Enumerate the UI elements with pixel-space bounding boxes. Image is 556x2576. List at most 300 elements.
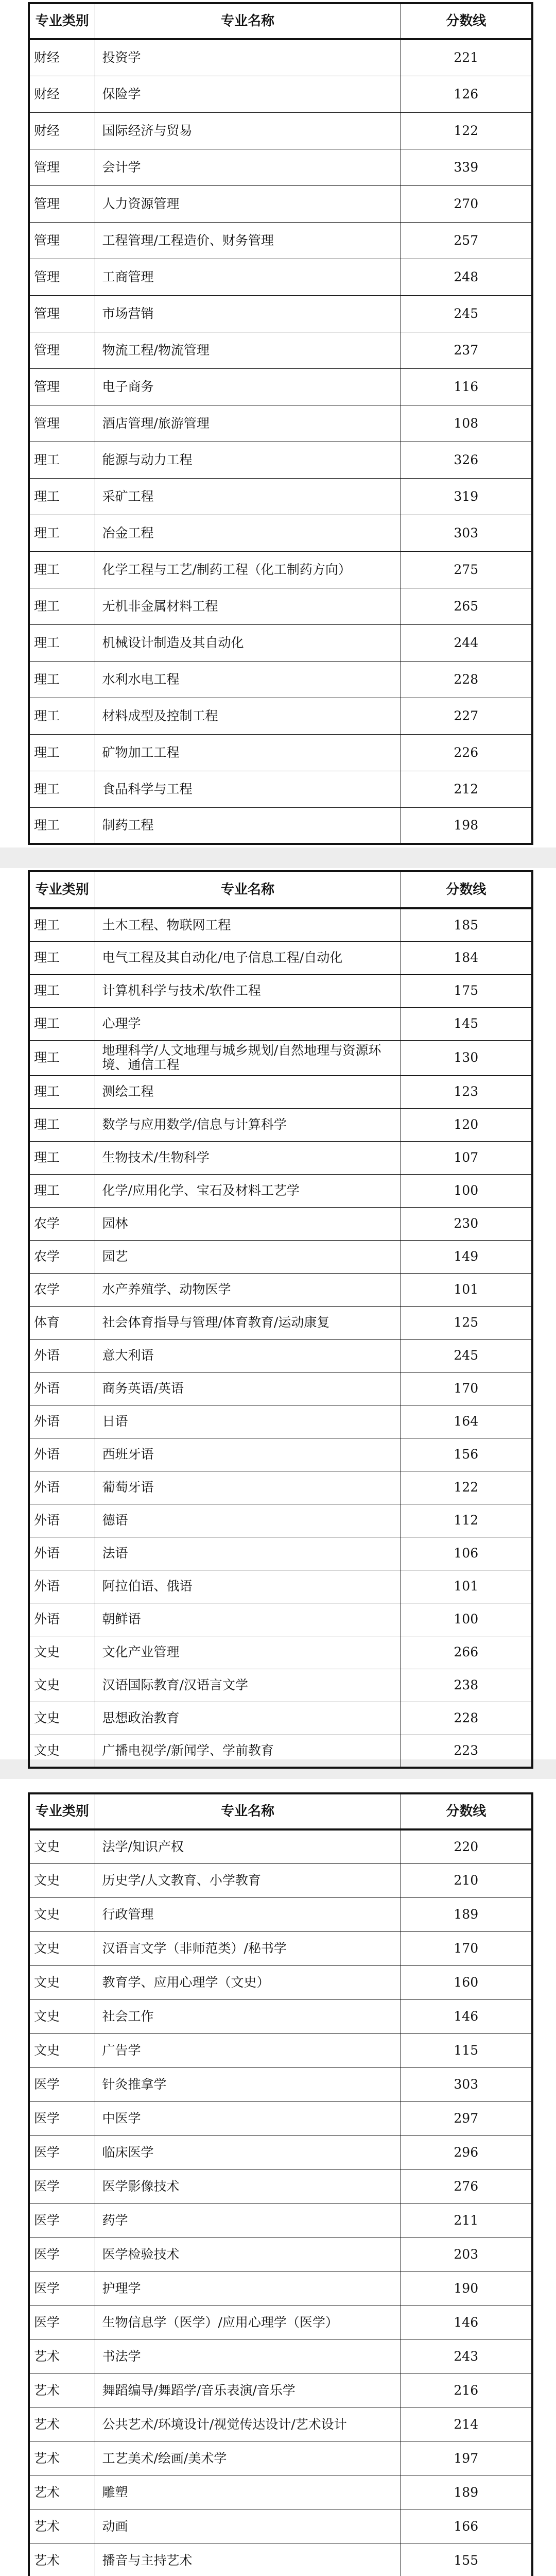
category-cell: 理工: [29, 941, 95, 974]
header-category: 专业类别: [29, 3, 95, 39]
score-cell: 197: [401, 2442, 532, 2476]
table-row: [29, 259, 532, 295]
major-cell: 化学工程与工艺/制药工程（化工制药方向）: [95, 551, 401, 588]
score-cell: 245: [401, 1339, 532, 1372]
category-cell: 财经: [29, 76, 95, 112]
category-cell: 理工: [29, 1040, 95, 1075]
category-cell: 艺术: [29, 2442, 95, 2476]
category-cell: 文史: [29, 1702, 95, 1735]
major-cell: 无机非金属材料工程: [95, 588, 401, 624]
score-cell: 175: [401, 974, 532, 1007]
major-cell: 社会体育指导与管理/体育教育/运动康复: [95, 1306, 401, 1339]
category-cell: 医学: [29, 2306, 95, 2340]
table-body: [29, 39, 532, 844]
category-cell: 外语: [29, 1537, 95, 1570]
category-cell: 文史: [29, 1669, 95, 1702]
category-cell: 艺术: [29, 2476, 95, 2510]
major-cell: 医学检验技术: [95, 2238, 401, 2272]
category-cell: 医学: [29, 2067, 95, 2102]
score-cell: 198: [401, 807, 532, 844]
table-row: [29, 1306, 532, 1339]
major-cell: 电气工程及其自动化/电子信息工程/自动化: [95, 941, 401, 974]
table-row: [29, 442, 532, 478]
major-cell: 投资学: [95, 39, 401, 76]
table-row: [29, 2136, 532, 2170]
score-cell: 101: [401, 1273, 532, 1306]
major-cell: 汉语国际教育/汉语言文学: [95, 1669, 401, 1702]
score-cell: 145: [401, 1007, 532, 1040]
category-cell: 管理: [29, 368, 95, 405]
score-cell: 276: [401, 2170, 532, 2204]
major-cell: 广告学: [95, 2033, 401, 2067]
table-row: [29, 2272, 532, 2306]
score-cell: 130: [401, 1040, 532, 1075]
score-sheet-2: [0, 868, 556, 1759]
score-cell: 245: [401, 295, 532, 332]
major-cell: 临床医学: [95, 2136, 401, 2170]
table-row: [29, 1603, 532, 1636]
sheet-separator: [0, 848, 556, 868]
score-cell: 257: [401, 222, 532, 259]
category-cell: 理工: [29, 1075, 95, 1108]
table-row: [29, 698, 532, 734]
category-cell: 外语: [29, 1570, 95, 1603]
category-cell: 管理: [29, 259, 95, 295]
major-cell: 德语: [95, 1504, 401, 1537]
major-cell: 物流工程/物流管理: [95, 332, 401, 368]
category-cell: 理工: [29, 807, 95, 844]
major-cell: 朝鲜语: [95, 1603, 401, 1636]
score-cell: 214: [401, 2408, 532, 2442]
table-row: [29, 1141, 532, 1174]
table-row: [29, 1570, 532, 1603]
category-cell: 农学: [29, 1207, 95, 1240]
category-cell: 医学: [29, 2204, 95, 2238]
category-cell: 理工: [29, 1007, 95, 1040]
table-row: [29, 2476, 532, 2510]
major-cell: 水利水电工程: [95, 661, 401, 698]
table-row: [29, 405, 532, 442]
score-cell: 189: [401, 1897, 532, 1931]
major-cell: 工艺美术/绘画/美术学: [95, 2442, 401, 2476]
major-cell: 商务英语/英语: [95, 1372, 401, 1405]
table-row: [29, 1636, 532, 1669]
major-cell: 测绘工程: [95, 1075, 401, 1108]
category-cell: 艺术: [29, 2374, 95, 2408]
score-table-1: [28, 2, 533, 845]
major-cell: 市场营销: [95, 295, 401, 332]
score-cell: 156: [401, 1438, 532, 1471]
major-cell: 法语: [95, 1537, 401, 1570]
category-cell: 农学: [29, 1273, 95, 1306]
score-cell: 275: [401, 551, 532, 588]
table-row: [29, 2170, 532, 2204]
major-cell: 采矿工程: [95, 478, 401, 515]
table-body: [29, 908, 532, 1768]
major-cell: 广播电视学/新闻学、学前教育: [95, 1735, 401, 1768]
table-row: [29, 588, 532, 624]
table-row: [29, 1863, 532, 1897]
major-cell: 化学/应用化学、宝石及材料工艺学: [95, 1174, 401, 1207]
score-cell: 100: [401, 1603, 532, 1636]
table-header-row: [29, 1793, 532, 1829]
score-cell: 106: [401, 1537, 532, 1570]
table-row: [29, 1339, 532, 1372]
table-row: [29, 2442, 532, 2476]
major-cell: 法学/知识产权: [95, 1829, 401, 1863]
category-cell: 外语: [29, 1603, 95, 1636]
major-cell: 人力资源管理: [95, 185, 401, 222]
score-cell: 170: [401, 1931, 532, 1965]
score-cell: 112: [401, 1504, 532, 1537]
category-cell: 理工: [29, 551, 95, 588]
category-cell: 管理: [29, 149, 95, 185]
score-cell: 115: [401, 2033, 532, 2067]
score-sheet-1: [0, 0, 556, 848]
table-row: [29, 1040, 532, 1075]
category-cell: 文史: [29, 1863, 95, 1897]
category-cell: 医学: [29, 2170, 95, 2204]
table-row: [29, 2510, 532, 2544]
score-cell: 107: [401, 1141, 532, 1174]
score-cell: 216: [401, 2374, 532, 2408]
category-cell: 理工: [29, 624, 95, 661]
score-cell: 166: [401, 2510, 532, 2544]
score-cell: 146: [401, 2306, 532, 2340]
category-cell: 理工: [29, 515, 95, 551]
major-cell: 保险学: [95, 76, 401, 112]
table-row: [29, 2067, 532, 2102]
table-row: [29, 1504, 532, 1537]
table-row: [29, 1965, 532, 1999]
category-cell: 理工: [29, 1141, 95, 1174]
major-cell: 酒店管理/旅游管理: [95, 405, 401, 442]
table-row: [29, 1999, 532, 2033]
table-row: [29, 2408, 532, 2442]
score-cell: 212: [401, 771, 532, 807]
category-cell: 体育: [29, 1306, 95, 1339]
score-cell: 164: [401, 1405, 532, 1438]
major-cell: 日语: [95, 1405, 401, 1438]
major-cell: 生物技术/生物科学: [95, 1141, 401, 1174]
category-cell: 理工: [29, 661, 95, 698]
header-major: 专业名称: [95, 871, 401, 908]
major-cell: 社会工作: [95, 1999, 401, 2033]
score-cell: 339: [401, 149, 532, 185]
table-row: [29, 1829, 532, 1863]
category-cell: 外语: [29, 1405, 95, 1438]
score-cell: 116: [401, 368, 532, 405]
table-row: [29, 112, 532, 149]
table-row: [29, 771, 532, 807]
score-cell: 122: [401, 112, 532, 149]
table-row: [29, 368, 532, 405]
major-cell: 园林: [95, 1207, 401, 1240]
score-cell: 227: [401, 698, 532, 734]
score-cell: 125: [401, 1306, 532, 1339]
category-cell: 理工: [29, 771, 95, 807]
major-cell: 矿物加工工程: [95, 734, 401, 771]
major-cell: 汉语言文学（非师范类）/秘书学: [95, 1931, 401, 1965]
major-cell: 工程管理/工程造价、财务管理: [95, 222, 401, 259]
table-row: [29, 1537, 532, 1570]
table-row: [29, 76, 532, 112]
table-row: [29, 149, 532, 185]
score-cell: 243: [401, 2340, 532, 2374]
major-cell: 文化产业管理: [95, 1636, 401, 1669]
table-row: [29, 1702, 532, 1735]
category-cell: 管理: [29, 332, 95, 368]
score-cell: 120: [401, 1108, 532, 1141]
category-cell: 外语: [29, 1504, 95, 1537]
score-cell: 100: [401, 1174, 532, 1207]
header-major: 专业名称: [95, 1793, 401, 1829]
category-cell: 艺术: [29, 2544, 95, 2576]
major-cell: 生物信息学（医学）/应用心理学（医学）: [95, 2306, 401, 2340]
category-cell: 理工: [29, 1108, 95, 1141]
major-cell: 地理科学/人文地理与城乡规划/自然地理与资源环境、通信工程: [95, 1040, 401, 1075]
major-cell: 教育学、应用心理学（文史）: [95, 1965, 401, 1999]
table-row: [29, 1405, 532, 1438]
score-cell: 170: [401, 1372, 532, 1405]
category-cell: 理工: [29, 698, 95, 734]
major-cell: 数学与应用数学/信息与计算科学: [95, 1108, 401, 1141]
category-cell: 财经: [29, 112, 95, 149]
table-row: [29, 2238, 532, 2272]
score-cell: 296: [401, 2136, 532, 2170]
table-row: [29, 2374, 532, 2408]
major-cell: 雕塑: [95, 2476, 401, 2510]
score-cell: 210: [401, 1863, 532, 1897]
score-cell: 126: [401, 76, 532, 112]
score-cell: 326: [401, 442, 532, 478]
major-cell: 阿拉伯语、俄语: [95, 1570, 401, 1603]
table-row: [29, 734, 532, 771]
category-cell: 艺术: [29, 2340, 95, 2374]
table-row: [29, 185, 532, 222]
category-cell: 外语: [29, 1471, 95, 1504]
score-cell: 266: [401, 1636, 532, 1669]
table-row: [29, 1075, 532, 1108]
major-cell: 计算机科学与技术/软件工程: [95, 974, 401, 1007]
major-cell: 冶金工程: [95, 515, 401, 551]
major-cell: 材料成型及控制工程: [95, 698, 401, 734]
score-cell: 303: [401, 2067, 532, 2102]
table-row: [29, 1438, 532, 1471]
score-cell: 160: [401, 1965, 532, 1999]
major-cell: 水产养殖学、动物医学: [95, 1273, 401, 1306]
major-cell: 心理学: [95, 1007, 401, 1040]
table-row: [29, 2033, 532, 2067]
score-cell: 123: [401, 1075, 532, 1108]
score-cell: 228: [401, 1702, 532, 1735]
score-cell: 122: [401, 1471, 532, 1504]
table-row: [29, 2102, 532, 2136]
category-cell: 医学: [29, 2272, 95, 2306]
table-row: [29, 807, 532, 844]
score-cell: 146: [401, 1999, 532, 2033]
category-cell: 文史: [29, 2033, 95, 2067]
major-cell: 动画: [95, 2510, 401, 2544]
category-cell: 农学: [29, 1240, 95, 1273]
major-cell: 行政管理: [95, 1897, 401, 1931]
category-cell: 文史: [29, 1931, 95, 1965]
header-score: 分数线: [401, 1793, 532, 1829]
category-cell: 医学: [29, 2102, 95, 2136]
header-score: 分数线: [401, 3, 532, 39]
score-cell: 203: [401, 2238, 532, 2272]
category-cell: 艺术: [29, 2408, 95, 2442]
major-cell: 会计学: [95, 149, 401, 185]
table-row: [29, 2306, 532, 2340]
score-cell: 185: [401, 908, 532, 941]
major-cell: 历史学/人文教育、小学教育: [95, 1863, 401, 1897]
score-cell: 228: [401, 661, 532, 698]
category-cell: 文史: [29, 1965, 95, 1999]
header-category: 专业类别: [29, 1793, 95, 1829]
category-cell: 医学: [29, 2136, 95, 2170]
score-cell: 237: [401, 332, 532, 368]
table-row: [29, 1007, 532, 1040]
category-cell: 管理: [29, 222, 95, 259]
table-row: [29, 295, 532, 332]
category-cell: 理工: [29, 442, 95, 478]
score-cell: 270: [401, 185, 532, 222]
major-cell: 工商管理: [95, 259, 401, 295]
table-row: [29, 661, 532, 698]
score-cell: 155: [401, 2544, 532, 2576]
category-cell: 理工: [29, 588, 95, 624]
category-cell: 外语: [29, 1372, 95, 1405]
table-row: [29, 2544, 532, 2576]
table-row: [29, 2204, 532, 2238]
category-cell: 财经: [29, 39, 95, 76]
table-row: [29, 1273, 532, 1306]
major-cell: 针灸推拿学: [95, 2067, 401, 2102]
table-row: [29, 941, 532, 974]
category-cell: 外语: [29, 1438, 95, 1471]
score-cell: 189: [401, 2476, 532, 2510]
table-row: [29, 908, 532, 941]
score-table-2: [28, 870, 533, 1769]
major-cell: 医学影像技术: [95, 2170, 401, 2204]
category-cell: 管理: [29, 295, 95, 332]
table-row: [29, 1174, 532, 1207]
major-cell: 思想政治教育: [95, 1702, 401, 1735]
table-row: [29, 1931, 532, 1965]
category-cell: 理工: [29, 974, 95, 1007]
category-cell: 理工: [29, 478, 95, 515]
score-cell: 248: [401, 259, 532, 295]
major-cell: 播音与主持艺术: [95, 2544, 401, 2576]
major-cell: 舞蹈编导/舞蹈学/音乐表演/音乐学: [95, 2374, 401, 2408]
table-row: [29, 1207, 532, 1240]
table-row: [29, 39, 532, 76]
category-cell: 理工: [29, 908, 95, 941]
major-cell: 制药工程: [95, 807, 401, 844]
major-cell: 意大利语: [95, 1339, 401, 1372]
score-cell: 149: [401, 1240, 532, 1273]
table-row: [29, 1669, 532, 1702]
major-cell: 国际经济与贸易: [95, 112, 401, 149]
table-body: [29, 1829, 532, 2576]
category-cell: 医学: [29, 2238, 95, 2272]
table-row: [29, 1372, 532, 1405]
table-row: [29, 515, 532, 551]
header-major: 专业名称: [95, 3, 401, 39]
header-score: 分数线: [401, 871, 532, 908]
category-cell: 管理: [29, 405, 95, 442]
category-cell: 外语: [29, 1339, 95, 1372]
score-cell: 221: [401, 39, 532, 76]
table-row: [29, 1108, 532, 1141]
score-cell: 265: [401, 588, 532, 624]
category-cell: 文史: [29, 1735, 95, 1768]
table-row: [29, 974, 532, 1007]
category-cell: 理工: [29, 1174, 95, 1207]
major-cell: 食品科学与工程: [95, 771, 401, 807]
table-row: [29, 332, 532, 368]
major-cell: 书法学: [95, 2340, 401, 2374]
major-cell: 电子商务: [95, 368, 401, 405]
table-row: [29, 1897, 532, 1931]
category-cell: 文史: [29, 1897, 95, 1931]
score-cell: 223: [401, 1735, 532, 1768]
score-cell: 220: [401, 1829, 532, 1863]
score-cell: 184: [401, 941, 532, 974]
table-row: [29, 624, 532, 661]
score-cell: 108: [401, 405, 532, 442]
table-row: [29, 1240, 532, 1273]
score-cell: 211: [401, 2204, 532, 2238]
table-row: [29, 222, 532, 259]
table-header-row: [29, 3, 532, 39]
score-cell: 244: [401, 624, 532, 661]
score-sheet-3: [0, 1779, 556, 2576]
major-cell: 护理学: [95, 2272, 401, 2306]
score-table-3: [28, 1792, 533, 2576]
table-row: [29, 1735, 532, 1768]
category-cell: 艺术: [29, 2510, 95, 2544]
category-cell: 管理: [29, 185, 95, 222]
score-cell: 238: [401, 1669, 532, 1702]
score-cell: 101: [401, 1570, 532, 1603]
score-cell: 190: [401, 2272, 532, 2306]
major-cell: 葡萄牙语: [95, 1471, 401, 1504]
category-cell: 理工: [29, 734, 95, 771]
major-cell: 园艺: [95, 1240, 401, 1273]
category-cell: 文史: [29, 1829, 95, 1863]
score-cell: 319: [401, 478, 532, 515]
header-category: 专业类别: [29, 871, 95, 908]
score-cell: 226: [401, 734, 532, 771]
major-cell: 公共艺术/环境设计/视觉传达设计/艺术设计: [95, 2408, 401, 2442]
major-cell: 机械设计制造及其自动化: [95, 624, 401, 661]
score-cell: 297: [401, 2102, 532, 2136]
table-row: [29, 551, 532, 588]
score-cell: 230: [401, 1207, 532, 1240]
table-row: [29, 2340, 532, 2374]
table-row: [29, 478, 532, 515]
score-cell: 303: [401, 515, 532, 551]
category-cell: 文史: [29, 1636, 95, 1669]
category-cell: 文史: [29, 1999, 95, 2033]
major-cell: 中医学: [95, 2102, 401, 2136]
table-row: [29, 1471, 532, 1504]
table-header-row: [29, 871, 532, 908]
major-cell: 西班牙语: [95, 1438, 401, 1471]
major-cell: 能源与动力工程: [95, 442, 401, 478]
